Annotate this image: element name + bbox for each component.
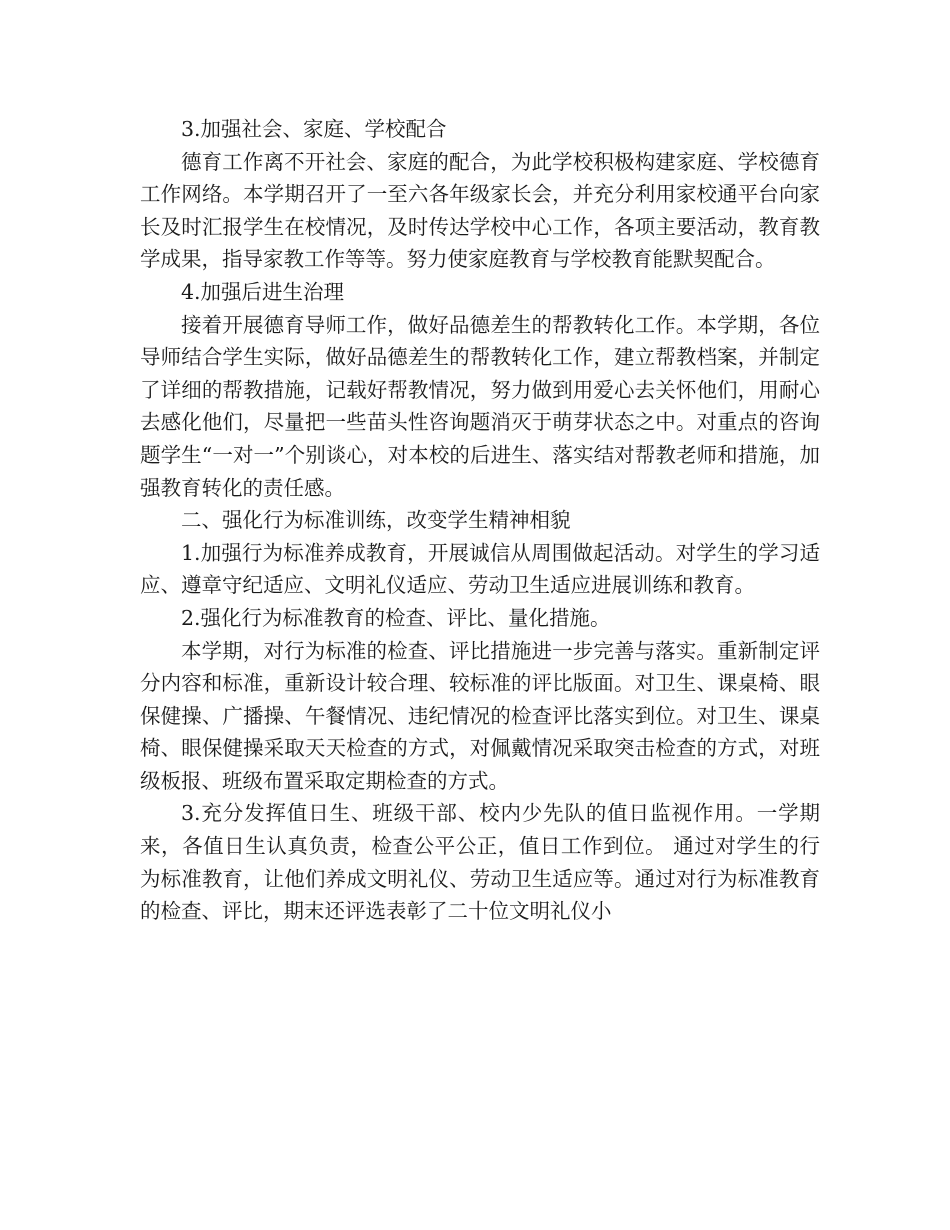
- paragraph-habit-education: 1.加强行为标准养成教育，开展诚信从周围做起活动。对学生的学习适应、遵章守纪适应、文明礼仪适应、劳动卫生适应进展训练和教育。: [140, 540, 820, 598]
- section-heading-behavior-training: 二、强化行为标准训练，改变学生精神相貌: [181, 508, 571, 533]
- paragraph-moral-mentor-work: 接着开展德育导师工作，做好品德差生的帮教转化工作。本学期，各位导师结合学生实际，做好品德差生的帮教转化工作，建立帮教档案，并制定了详细的帮教措施，记载好帮教情况，努力做到用爱心去关怀他们，用耐心去感化他们，尽量把一些苗头性咨询题消灭于萌芽状态之中。对重点的咨询题学生“一对一”个别谈心，对本校的后进生、落实结对帮教老师和措施，加强教育转化的责任感。: [140, 312, 820, 500]
- paragraph-duty-supervision: 3.充分发挥值日生、班级干部、校内少先队的值日监视作用。一学期来，各值日生认真负责，检查公平公正，值日工作到位。 通过对学生的行为标准教育，让他们养成文明礼仪、劳动卫生适应等。通过对行为标准教育的检查、评比，期末还评选表彰了二十位文明礼仪小: [140, 801, 820, 924]
- heading-underachiever-management: 4.加强后进生治理: [181, 279, 345, 304]
- paragraph-inspection-details: 本学期，对行为标准的检查、评比措施进一步完善与落实。重新制定评分内容和标准，重新设计较合理、较标准的评比版面。对卫生、课桌椅、眼保健操、广播操、午餐情况、违纪情况的检查评比落实到位。对卫生、课桌椅、眼保健操采取天天检查的方式，对佩戴情况采取突击检查的方式，对班级板报、班级布置采取定期检查的方式。: [140, 638, 820, 793]
- heading-inspection-evaluation: 2.强化行为标准教育的检查、评比、量化措施。: [181, 605, 611, 630]
- document-body: [140, 113, 820, 928]
- paragraph-family-school-network: 德育工作离不开社会、家庭的配合，为此学校积极构建家庭、学校德育工作网络。本学期召开了一至六各年级家长会，并充分利用家校通平台向家长及时汇报学生在校情况，及时传达学校中心工作，各项主要活动，教育教学成果，指导家教工作等等。努力使家庭教育与学校教育能默契配合。: [140, 149, 820, 272]
- heading-family-school-cooperation: 3.加强社会、家庭、学校配合: [181, 117, 447, 141]
